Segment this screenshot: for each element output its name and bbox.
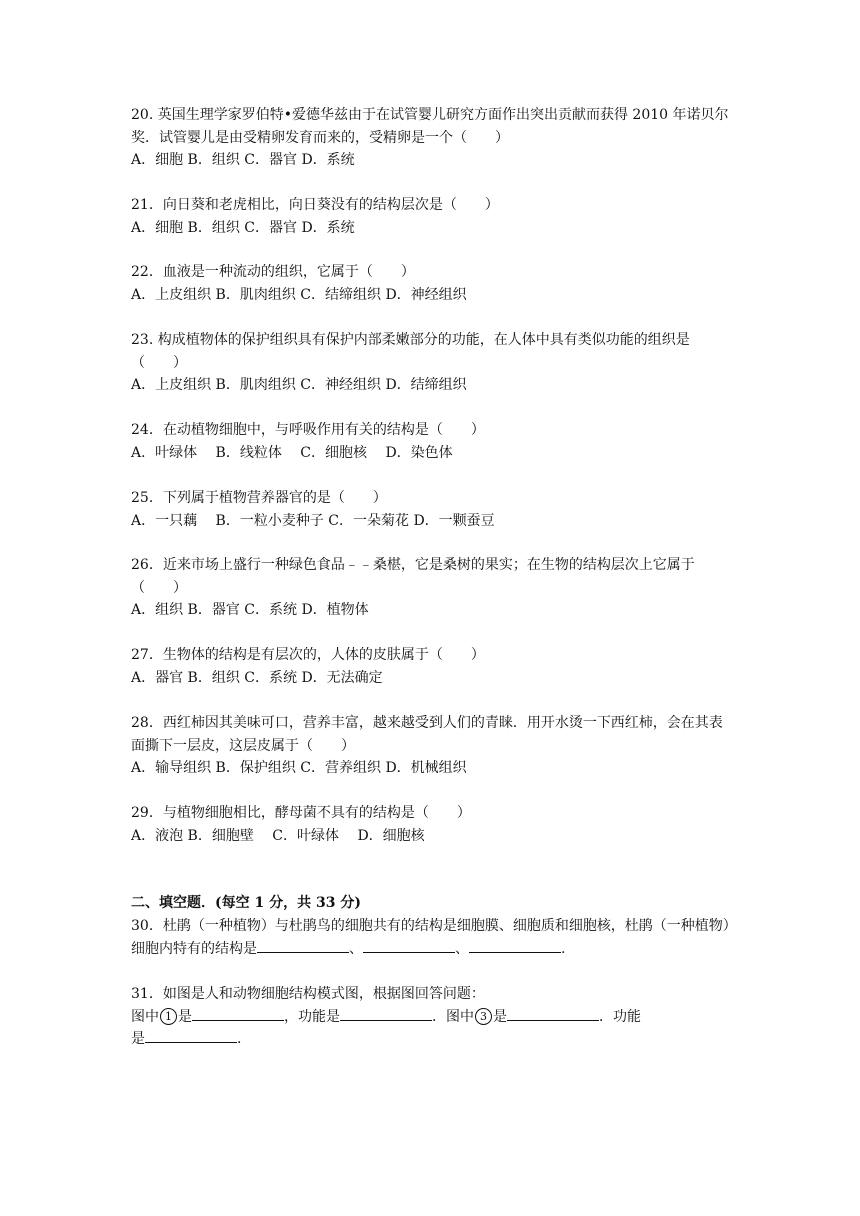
question-options: A．细胞 B．组织 C．器官 D．系统 [131,152,355,168]
answer-blank[interactable] [145,1028,237,1043]
question-stem: 27．生物体的结构是有层次的，人体的皮肤属于（ ） [131,647,485,663]
label: ，功能是 [284,1008,340,1025]
question-stem: 29．与植物细胞相比，酵母菌不具有的结构是（ ） [131,805,471,821]
separator: 、 [455,940,469,957]
circled-number-1: 1 [160,1008,177,1025]
question-options: A．一只藕 B．一粒小麦种子 C．一朵菊花 D．一颗蚕豆 [131,512,495,529]
question-options: A．组织 B．器官 C．系统 D．植物体 [131,602,369,618]
label: 是 [493,1008,507,1025]
answer-blank[interactable] [257,938,349,953]
label: ．功能 [599,1008,641,1025]
question-stem: 20. 英国生理学家罗伯特•爱德华兹由于在试管婴儿研究方面作出突出贡献而获得 2010 年诺贝尔奖．试管婴儿是由受精卵发育而来的，受精卵是一个（ ） [131,107,729,146]
question-options: A．液泡 B．细胞壁 C．叶绿体 D．细胞核 [131,827,425,844]
question-30 [131,915,735,960]
question-stem: 25．下列属于植物营养器官的是（ ） [131,490,387,506]
question-line [131,1006,735,1029]
question-stem: 22．血液是一种流动的组织，它属于（ ） [131,264,415,280]
question-options: A．上皮组织 B．肌肉组织 C．神经组织 D．结缔组织 [131,377,467,393]
question-stem: 28．西红柿因其美味可口，营养丰富，越来越受到人们的青睐．用开水烫一下西红柿，会在其表面撕下一层皮，这层皮属于（ ） [131,715,723,754]
question-28 [131,712,735,780]
question-27 [131,644,735,689]
section-heading: 二、填空题．(每空 1 分，共 33 分) [131,895,361,911]
period: . [561,940,566,957]
answer-blank[interactable] [192,1006,284,1021]
question-options: A．上皮组织 B．肌肉组织 C．结缔组织 D．神经组织 [131,286,467,303]
period: . [237,1031,242,1047]
question-20 [131,104,735,172]
question-24 [131,419,735,464]
question-options: A．叶绿体 B．线粒体 C．细胞核 D．染色体 [131,444,453,461]
question-text: 30．杜鹃（一种植物）与杜鹃鸟的细胞共有的结构是细胞膜、细胞质和细胞核，杜鹃（一种植物）细胞内特有的结构是 [131,918,730,957]
label: 图中 [131,1008,159,1025]
question-stem: 26．近来市场上盛行一种绿色食品﹣﹣桑椹，它是桑树的果实；在生物的结构层次上它属于（ ） [131,557,695,596]
question-22 [131,261,735,306]
question-line [131,1028,735,1051]
label: ．图中 [432,1008,474,1025]
question-26 [131,554,735,622]
question-stem: 21．向日葵和老虎相比，向日葵没有的结构层次是（ ） [131,197,499,213]
question-stem: 23. 构成植物体的保护组织具有保护内部柔嫩部分的功能，在人体中具有类似功能的组织是（ ） [131,332,690,371]
answer-blank[interactable] [363,938,455,953]
question-stem: 24．在动植物细胞中，与呼吸作用有关的结构是（ ） [131,422,485,438]
question-21 [131,194,735,239]
answer-blank[interactable] [469,938,561,953]
question-options: A．器官 B．组织 C．系统 D．无法确定 [131,669,383,686]
answer-blank[interactable] [340,1006,432,1021]
separator: 、 [349,940,363,957]
label: 是 [131,1031,145,1047]
question-options: A．细胞 B．组织 C．器官 D．系统 [131,219,355,236]
question-23 [131,329,735,397]
answer-blank[interactable] [507,1006,599,1021]
question-options: A．输导组织 B．保护组织 C．营养组织 D．机械组织 [131,760,467,776]
question-31 [131,983,735,1051]
label: 是 [178,1008,192,1025]
question-29 [131,802,735,847]
question-text: 31．如图是人和动物细胞结构模式图，根据图回答问题： [131,986,485,1002]
circled-number-3: 3 [475,1008,492,1025]
question-25 [131,487,735,532]
